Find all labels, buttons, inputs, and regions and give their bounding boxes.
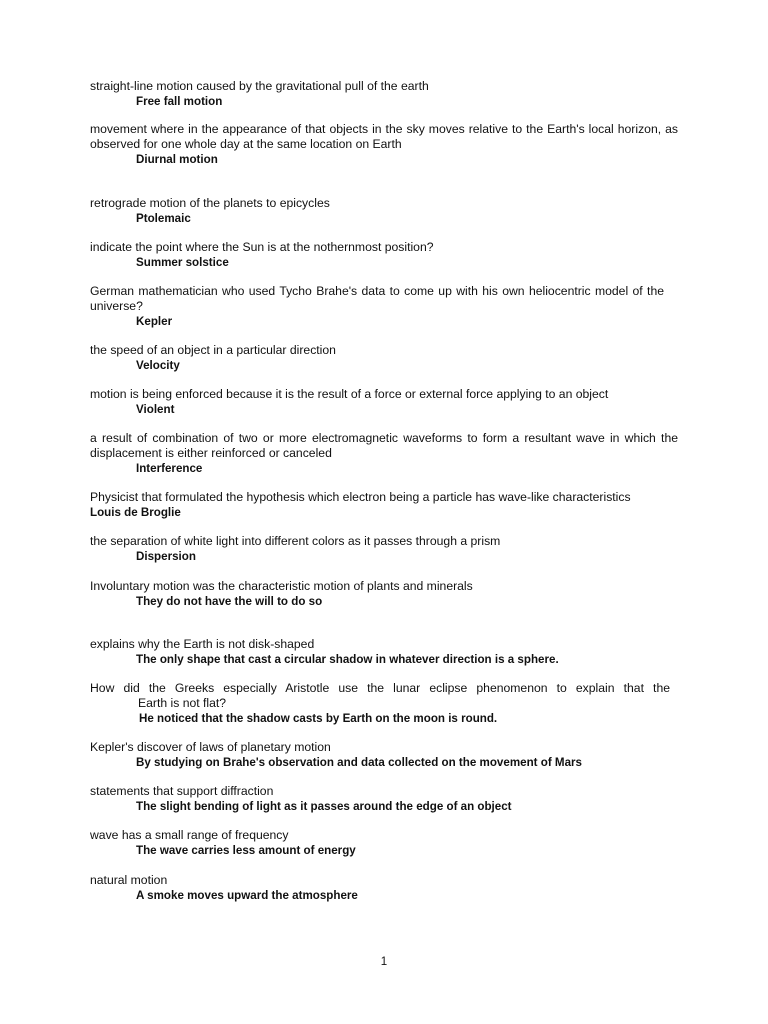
qa-item-11 bbox=[90, 579, 678, 609]
answer-text: A smoke moves upward the atmosphere bbox=[136, 889, 358, 902]
question-text: indicate the point where the Sun is at the nothernmost position? bbox=[90, 240, 434, 254]
answer-text: They do not have the will to do so bbox=[136, 595, 323, 608]
question-text: motion is being enforced because it is the result of a force or external force applying to an object bbox=[90, 387, 609, 401]
qa-item-1 bbox=[90, 79, 678, 109]
qa-item-13 bbox=[90, 681, 670, 726]
question-text: retrograde motion of the planets to epicycles bbox=[90, 196, 330, 210]
qa-item-16 bbox=[90, 828, 678, 858]
qa-item-6 bbox=[90, 343, 678, 373]
question-text: straight-line motion caused by the gravitational pull of the earth bbox=[90, 79, 429, 93]
question-text: statements that support diffraction bbox=[90, 784, 274, 798]
question-text: the separation of white light into different colors as it passes through a prism bbox=[90, 534, 501, 548]
qa-item-10 bbox=[90, 534, 678, 564]
answer-text: By studying on Brahe's observation and data collected on the movement of Mars bbox=[136, 756, 582, 769]
qa-item-4 bbox=[90, 240, 678, 270]
question-text: movement where in the appearance of that objects in the sky moves relative to the Earth's local horizon, as observed for one whole day at the same location on Earth bbox=[90, 122, 678, 151]
question-text: Involuntary motion was the characteristic motion of plants and minerals bbox=[90, 579, 473, 593]
question-text: wave has a small range of frequency bbox=[90, 828, 289, 842]
question-text-line-2: Earth is not flat? bbox=[138, 696, 227, 710]
answer-text: Kepler bbox=[136, 315, 173, 328]
question-text-line-1: How did the Greeks especially Aristotle use the lunar eclipse phenomenon to explain that the bbox=[90, 681, 670, 695]
answer-text: Louis de Broglie bbox=[90, 506, 181, 519]
page-number: 1 bbox=[380, 956, 388, 968]
answer-text: The wave carries less amount of energy bbox=[136, 844, 356, 857]
question-text: German mathematician who used Tycho Brahe's data to come up with his own heliocentric model of the universe? bbox=[90, 284, 664, 313]
answer-text: Velocity bbox=[136, 359, 180, 372]
question-text: explains why the Earth is not disk-shaped bbox=[90, 637, 315, 651]
answer-text: Diurnal motion bbox=[136, 153, 218, 166]
answer-text: Interference bbox=[136, 462, 203, 475]
answer-text: Violent bbox=[136, 403, 175, 416]
question-text: Physicist that formulated the hypothesis which electron being a particle has wave-like characteristics bbox=[90, 490, 631, 504]
answer-text: Ptolemaic bbox=[136, 212, 191, 225]
answer-text: He noticed that the shadow casts by Earth on the moon is round. bbox=[139, 712, 498, 725]
qa-item-2 bbox=[90, 122, 678, 167]
answer-text: The only shape that cast a circular shadow in whatever direction is a sphere. bbox=[136, 653, 559, 666]
qa-item-7 bbox=[90, 387, 678, 417]
answer-text: The slight bending of light as it passes around the edge of an object bbox=[136, 800, 512, 813]
question-text: the speed of an object in a particular direction bbox=[90, 343, 336, 357]
qa-item-12 bbox=[90, 637, 678, 667]
qa-item-5 bbox=[90, 284, 664, 329]
qa-item-14 bbox=[90, 740, 678, 770]
answer-text: Dispersion bbox=[136, 550, 196, 563]
qa-item-9 bbox=[90, 490, 678, 520]
question-text: a result of combination of two or more electromagnetic waveforms to form a resultant wave in which the displacement is either reinforced or canceled bbox=[90, 431, 678, 460]
question-text: natural motion bbox=[90, 873, 168, 887]
qa-item-3 bbox=[90, 196, 678, 226]
qa-item-17 bbox=[90, 873, 678, 903]
qa-item-8 bbox=[90, 431, 678, 476]
answer-text: Free fall motion bbox=[136, 95, 223, 108]
question-text: Kepler's discover of laws of planetary motion bbox=[90, 740, 331, 754]
qa-item-15 bbox=[90, 784, 678, 814]
answer-text: Summer solstice bbox=[136, 256, 229, 269]
